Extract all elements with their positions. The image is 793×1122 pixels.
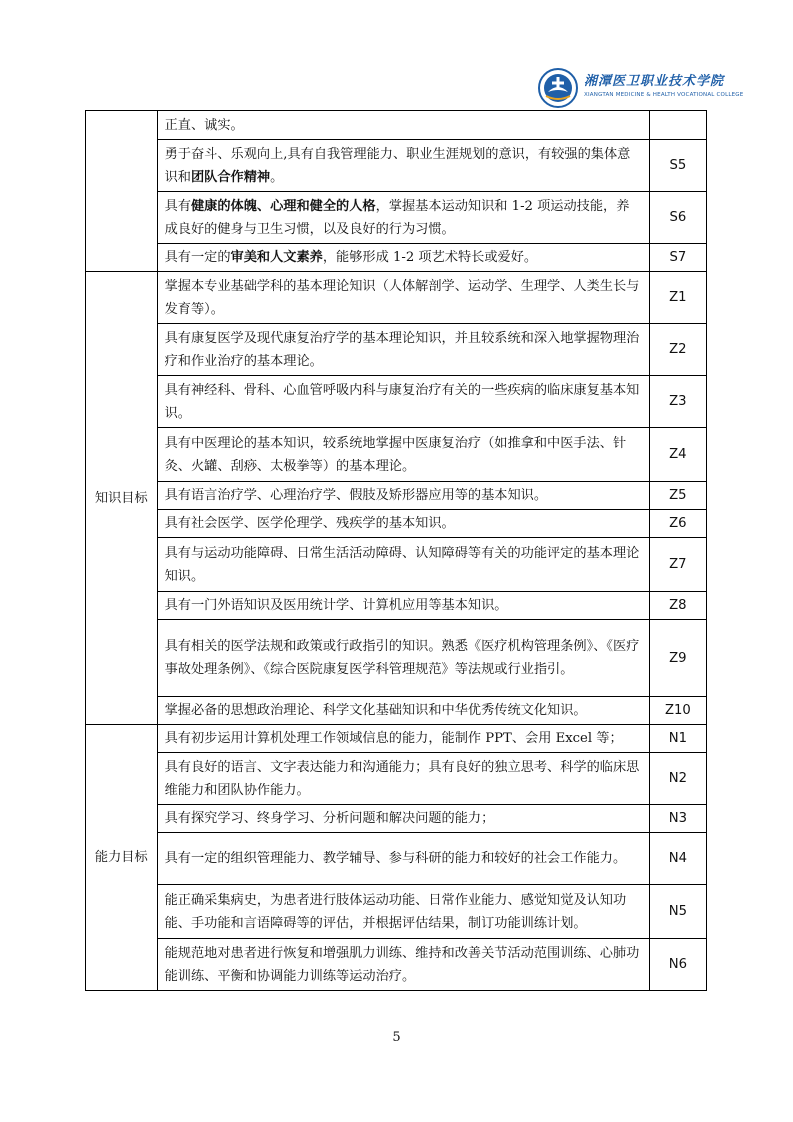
table-row [86, 192, 707, 244]
school-name-en: XIANGTAN MEDICINE & HEALTH VOCATIONAL COLLEGE [584, 92, 744, 98]
goal-description: 具有一定的审美和人文素养，能够形成 1-2 项艺术特长或爱好。 [157, 244, 649, 272]
goal-code: Z4 [649, 428, 706, 482]
goal-description: 能正确采集病史，为患者进行肢体运动功能、日常作业能力、感觉知觉及认知功能、手功能和言语障碍等的评估，并根据评估结果，制订功能训练计划。 [157, 885, 649, 939]
table-row [86, 482, 707, 510]
table-row [86, 939, 707, 991]
goal-description: 具有语言治疗学、心理治疗学、假肢及矫形器应用等的基本知识。 [157, 482, 649, 510]
category-cell-quality [86, 111, 158, 272]
table-row [86, 725, 707, 753]
table-row [86, 833, 707, 885]
goal-description: 正直、诚实。 [157, 111, 649, 140]
goal-code: Z7 [649, 538, 706, 592]
table-row [86, 697, 707, 725]
goal-code: Z6 [649, 510, 706, 538]
goal-code: N6 [649, 939, 706, 991]
goal-code: Z10 [649, 697, 706, 725]
goal-code: S7 [649, 244, 706, 272]
goal-description: 具有探究学习、终身学习、分析问题和解决问题的能力； [157, 805, 649, 833]
goal-description: 勇于奋斗、乐观向上,具有自我管理能力、职业生涯规划的意识，有较强的集体意识和团队合作精神。 [157, 140, 649, 192]
goal-code: N5 [649, 885, 706, 939]
table-row [86, 428, 707, 482]
goal-code: S5 [649, 140, 706, 192]
table-row [86, 510, 707, 538]
goal-code: Z1 [649, 272, 706, 324]
goal-code: N1 [649, 725, 706, 753]
goal-description: 具有神经科、骨科、心血管呼吸内科与康复治疗有关的一些疾病的临床康复基本知识。 [157, 376, 649, 428]
goal-code [649, 111, 706, 140]
goal-description: 具有一定的组织管理能力、教学辅导、参与科研的能力和较好的社会工作能力。 [157, 833, 649, 885]
page-number: 5 [392, 1030, 401, 1045]
college-logo [538, 62, 744, 116]
goal-code: S6 [649, 192, 706, 244]
goal-description: 具有初步运用计算机处理工作领域信息的能力，能制作 PPT、会用 Excel 等； [157, 725, 649, 753]
category-ability: 能力目标 [86, 725, 158, 991]
goal-code: N2 [649, 753, 706, 805]
goal-description: 具有一门外语知识及医用统计学、计算机应用等基本知识。 [157, 592, 649, 620]
table-row [86, 140, 707, 192]
goal-description: 具有健康的体魄、心理和健全的人格，掌握基本运动知识和 1-2 项运动技能，养成良好的健身与卫生习惯，以及良好的行为习惯。 [157, 192, 649, 244]
table-row [86, 111, 707, 140]
goal-description: 具有良好的语言、文字表达能力和沟通能力；具有良好的独立思考、科学的临床思维能力和团队协作能力。 [157, 753, 649, 805]
goal-description: 具有相关的医学法规和政策或行政指引的知识。熟悉《医疗机构管理条例》、《医疗事故处理条例》、《综合医院康复医学科管理规范》等法规或行业指引。 [157, 620, 649, 697]
goal-code: Z5 [649, 482, 706, 510]
college-emblem-icon [538, 68, 578, 108]
table-row [86, 753, 707, 805]
goal-description: 具有康复医学及现代康复治疗学的基本理论知识，并且较系统和深入地掌握物理治疗和作业治疗的基本理论。 [157, 324, 649, 376]
goal-code: Z9 [649, 620, 706, 697]
goal-code: Z3 [649, 376, 706, 428]
goal-code: Z2 [649, 324, 706, 376]
goal-code: N4 [649, 833, 706, 885]
table-row [86, 324, 707, 376]
goal-description: 能规范地对患者进行恢复和增强肌力训练、维持和改善关节活动范围训练、心肺功能训练、平衡和协调能力训练等运动治疗。 [157, 939, 649, 991]
table-row [86, 376, 707, 428]
goal-description: 掌握本专业基础学科的基本理论知识（人体解剖学、运动学、生理学、人类生长与发育等）。 [157, 272, 649, 324]
school-name-cn: 湘潭医卫职业技术学院 [584, 74, 725, 89]
table-row [86, 244, 707, 272]
training-goals-table [85, 110, 707, 991]
table-row [86, 620, 707, 697]
goal-code: Z8 [649, 592, 706, 620]
goal-code: N3 [649, 805, 706, 833]
table-row [86, 538, 707, 592]
goal-description: 具有中医理论的基本知识，较系统地掌握中医康复治疗（如推拿和中医手法、针灸、火罐、刮痧、太极拳等）的基本理论。 [157, 428, 649, 482]
goal-description: 掌握必备的思想政治理论、科学文化基础知识和中华优秀传统文化知识。 [157, 697, 649, 725]
goal-description: 具有与运动功能障碍、日常生活活动障碍、认知障碍等有关的功能评定的基本理论知识。 [157, 538, 649, 592]
table-row [86, 592, 707, 620]
table-row [86, 885, 707, 939]
goal-description: 具有社会医学、医学伦理学、残疾学的基本知识。 [157, 510, 649, 538]
category-knowledge: 知识目标 [86, 272, 158, 725]
table-row [86, 805, 707, 833]
table-row [86, 272, 707, 324]
